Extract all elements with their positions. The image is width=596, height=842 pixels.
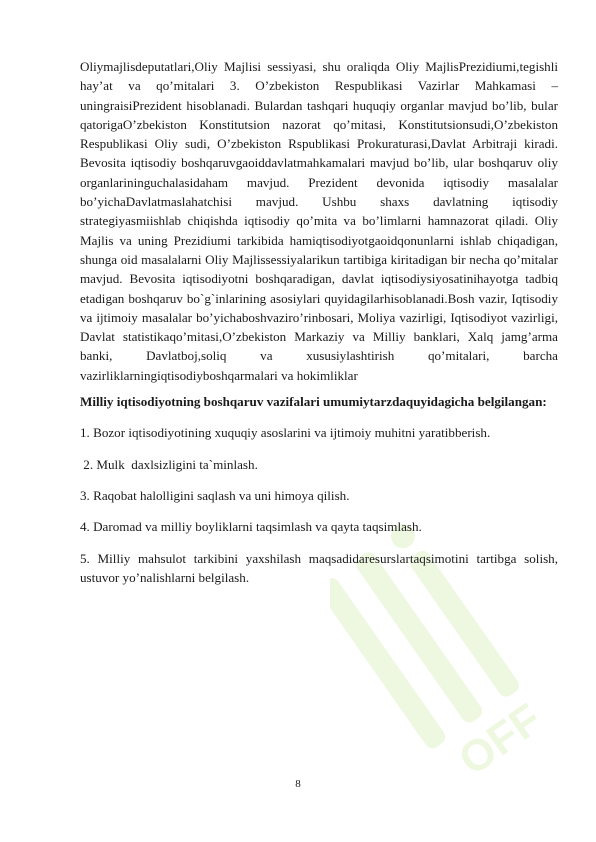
section-heading: Milliy iqtisodiyotning boshqaruv vazifalari umumiytarzdaquyidagicha belgilangan: xyxy=(80,394,547,410)
body-paragraph: Oliymajlisdeputatlari,Oliy Majlisi sessiyasi, shu oraliqda Oliy MajlisPrezidiumi,tegishli hay’at va qo’mitalari 3. O’zbekiston Respublikasi Vazirlar Mahkamasi –uningraisiPrezident hisoblanadi. Bulardan tashqari huquqiy organlar mavjud bo’lib, bular qatorigaO’zbekiston Konstitutsion nazorat qo’mitasi, Konstitutsionsudi,O’zbekiston Respublikasi Oliy sudi, O’zbekiston Rspublikasi Prokuraturasi,Davlat Arbitraji kiradi. Bevosita iqtisodiy boshqaruvgaoiddavlatmahkamalari mavjud bo’lib, ular boshqaruv oliy organlarininguchalasidaham mavjud. Prezident devonida iqtisodiy masalalar bo’yichaDavlatmaslahatchisi mavjud. Ushbu shaxs davlatning iqtisodiy strategiyasmiishlab chiqishda iqtisodiy qo’mita va bo’limlarni hamnazorat qiladi. Oliy Majlis va uning Prezidiumi tarkibida hamiqtisodiyotgaoidqonunlarni ishlab chiqadigan, shunga oid masalalarni Oliy Majlissessiyalarikun tartibiga kiritadigan bir necha qo’mitalar mavjud. Bevosita iqtisodiyotni boshqaradigan, davlat iqtisodiysiyosatinihayotga tadbiq etadigan boshqaruv bo`g`inlarining asosiylari quyidagilarhisoblanadi.Bosh vazir, Iqtisodiy va ijtimoiy masalalar bo’yichaboshvaziro’rinbosari, Moliya vazirligi, Iqtisodiyot vazirligi, Davlat statistikaqo’mitasi,O’zbekiston Markaziy va Milliy banklari, Xalq jamg’arma banki, Davlatboj,soliq va xususiylashtirish qo’mitalari, barcha vazirliklarningiqtisodiyboshqarmalari va hokimliklar xyxy=(80,59,558,383)
list-item: 3. Raqobat halolligini saqlash va uni himoya qilish. xyxy=(80,487,350,503)
list-item: 5. Milliy mahsulot tarkibini yaxshilash maqsadidaresurslartaqsimotini tartibga solish, ustuvor yo’nalishlarni belgilash. xyxy=(80,550,558,585)
list-item: 2. Mulk daxlsizligini ta`minlash. xyxy=(80,456,258,472)
svg-text:OFF: OFF xyxy=(450,694,551,786)
document-body xyxy=(80,57,558,587)
list-item: 4. Daromad va milliy boyliklarni taqsimlash va qayta taqsimlash. xyxy=(80,519,422,535)
page-number: 8 xyxy=(295,778,301,790)
list-item: 1. Bozor iqtisodiyotining xuquqiy asoslarini va ijtimoiy muhitni yaratibberish. xyxy=(80,425,491,441)
